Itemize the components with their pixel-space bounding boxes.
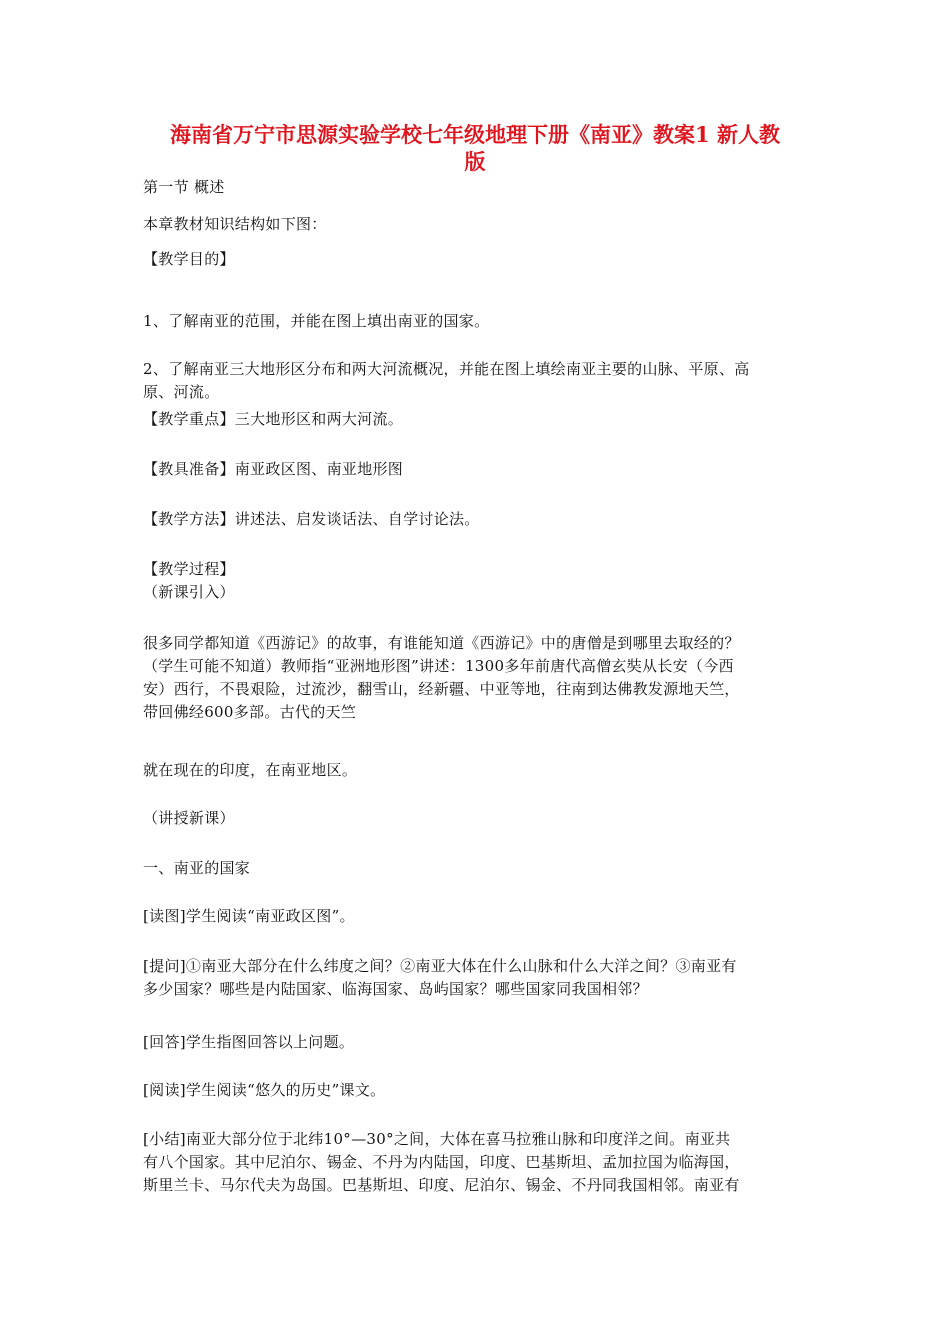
paragraph-objective-2 <box>143 358 813 404</box>
paragraph-line: 很多同学都知道《西游记》的故事，有谁能知道《西游记》中的唐僧是到哪里去取经的？ <box>143 634 740 652</box>
paragraph-section-heading <box>143 176 813 199</box>
title-line-1: 海南省万宁市思源实验学校七年级地理下册《南亚》教案1 新人教 <box>170 122 780 147</box>
paragraph-line: [回答]学生指图回答以上问题。 <box>143 1033 355 1051</box>
document-title <box>140 121 810 175</box>
paragraph-intro-text-2 <box>143 759 813 782</box>
paragraph-line: 斯里兰卡、马尔代夫为岛国。巴基斯坦、印度、尼泊尔、锡金、不丹同我国相邻。南亚有 <box>143 1176 740 1194</box>
paragraph-line: 第一节 概述 <box>143 178 225 196</box>
title-line-2: 版 <box>464 149 486 174</box>
paragraph-line: 【教学方法】讲述法、启发谈话法、自学讨论法。 <box>143 510 480 528</box>
paragraph-read-map <box>143 905 813 928</box>
paragraph-line: 1、了解南亚的范围，并能在图上填出南亚的国家。 <box>143 312 490 330</box>
paragraph-line: 安）西行，不畏艰险，过流沙，翻雪山，经新疆、中亚等地，往南到达佛教发源地天竺， <box>143 680 740 698</box>
paragraph-line: （学生可能不知道）教师指“亚洲地形图”讲述：1300多年前唐代高僧玄奘从长安（今西 <box>143 657 734 675</box>
paragraph-line: [阅读]学生阅读“悠久的历史”课文。 <box>143 1081 386 1099</box>
paragraph-line: （讲授新课） <box>143 809 235 827</box>
paragraph-process-heading <box>143 558 813 604</box>
paragraph-line: 多少国家？哪些是内陆国家、临海国家、岛屿国家？哪些国家同我国相邻？ <box>143 980 648 998</box>
paragraph-materials <box>143 458 813 481</box>
paragraph-line: [小结]南亚大部分位于北纬10°—30°之间，大体在喜马拉雅山脉和印度洋之间。南亚共 <box>143 1130 731 1148</box>
paragraph-intro-text <box>143 632 813 724</box>
paragraph-line: 【教学过程】 <box>143 560 235 578</box>
paragraph-reading <box>143 1079 813 1102</box>
paragraph-part-1-heading <box>143 857 813 880</box>
paragraph-line: 原、河流。 <box>143 383 220 401</box>
paragraph-summary <box>143 1128 813 1197</box>
paragraph-line: 【教学重点】三大地形区和两大河流。 <box>143 410 404 428</box>
paragraph-line: [提问]①南亚大部分在什么纬度之间？②南亚大体在什么山脉和什么大洋之间？③南亚有 <box>143 957 737 975</box>
paragraph-line: 【教学目的】 <box>143 250 235 268</box>
paragraph-line: 带回佛经600多部。古代的天竺 <box>143 703 357 721</box>
paragraph-questions <box>143 955 813 1001</box>
paragraph-line: 【教具准备】南亚政区图、南亚地形图 <box>143 460 404 478</box>
paragraph-line: （新课引入） <box>143 583 235 601</box>
paragraph-new-lesson <box>143 807 813 830</box>
paragraph-line: [读图]学生阅读“南亚政区图”。 <box>143 907 355 925</box>
paragraph-answer <box>143 1031 813 1054</box>
paragraph-objective-1 <box>143 310 813 333</box>
paragraph-objectives-heading <box>143 248 813 271</box>
paragraph-line: 一、南亚的国家 <box>143 859 251 877</box>
paragraph-structure-note <box>143 213 813 236</box>
paragraph-line: 就在现在的印度，在南亚地区。 <box>143 761 358 779</box>
paragraph-line: 2、了解南亚三大地形区分布和两大河流概况，并能在图上填绘南亚主要的山脉、平原、高 <box>143 360 750 378</box>
paragraph-key-points <box>143 408 813 431</box>
paragraph-line: 有八个国家。其中尼泊尔、锡金、不丹为内陆国，印度、巴基斯坦、孟加拉国为临海国， <box>143 1153 740 1171</box>
paragraph-methods <box>143 508 813 531</box>
paragraph-line: 本章教材知识结构如下图： <box>143 215 327 233</box>
